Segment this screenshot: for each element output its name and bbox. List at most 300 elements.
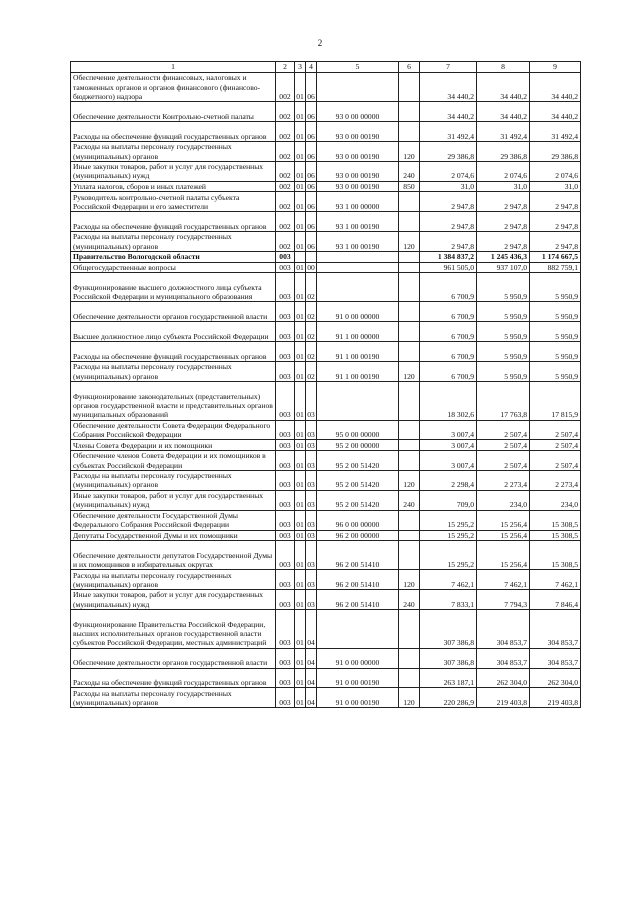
column-header: 6 bbox=[399, 62, 420, 73]
section-code-cell: 01 bbox=[295, 322, 306, 342]
amount-year3-cell: 219 403,8 bbox=[530, 688, 581, 708]
subsection-code-cell: 04 bbox=[306, 688, 317, 708]
header-row bbox=[71, 62, 581, 73]
expense-type-cell: 120 bbox=[399, 362, 420, 382]
amount-year1-cell: 18 302,6 bbox=[420, 381, 477, 420]
row-name-cell: Правительство Вологодской области bbox=[71, 252, 276, 263]
target-article-cell: 93 0 00 00190 bbox=[317, 142, 399, 162]
ministry-code-cell: 003 bbox=[276, 490, 295, 510]
table-row bbox=[71, 610, 581, 649]
table-row bbox=[71, 232, 581, 252]
amount-year3-cell: 2 507,4 bbox=[530, 450, 581, 470]
target-article-cell: 93 0 00 00190 bbox=[317, 181, 399, 192]
subsection-code-cell: 06 bbox=[306, 192, 317, 212]
row-name-cell: Руководитель контрольно-счетной палаты субъекта Российской Федерации и его заместители bbox=[71, 192, 276, 212]
ministry-code-cell: 003 bbox=[276, 510, 295, 530]
amount-year2-cell: 15 256,4 bbox=[477, 530, 530, 541]
table-row bbox=[71, 440, 581, 451]
section-code-cell: 01 bbox=[295, 232, 306, 252]
column-header: 4 bbox=[306, 62, 317, 73]
section-code-cell: 01 bbox=[295, 161, 306, 181]
subsection-code-cell: 03 bbox=[307, 440, 315, 450]
amount-year1-cell: 3 007,4 bbox=[420, 440, 477, 451]
target-article-cell: 95 2 00 51420 bbox=[317, 450, 399, 470]
target-article-cell: 91 0 00 00190 bbox=[317, 668, 399, 688]
amount-year3-cell: 2 507,4 bbox=[530, 440, 581, 451]
expense-type-cell bbox=[399, 450, 420, 470]
amount-year1-cell: 6 700,9 bbox=[420, 322, 477, 342]
ministry-code-cell: 003 bbox=[276, 440, 295, 451]
amount-year2-cell: 7 462,1 bbox=[477, 570, 530, 590]
amount-year3-cell: 2 947,8 bbox=[530, 232, 581, 252]
target-article-cell bbox=[317, 610, 399, 649]
table-row bbox=[71, 252, 581, 263]
amount-year1-cell: 31 492,4 bbox=[420, 122, 477, 142]
expense-type-cell bbox=[399, 668, 420, 688]
amount-year1-cell: 15 295,2 bbox=[420, 541, 477, 570]
amount-year2-cell: 2 947,8 bbox=[477, 212, 530, 232]
section-code-cell: 01 bbox=[295, 73, 306, 102]
amount-year3-cell: 34 440,2 bbox=[530, 102, 581, 122]
amount-year3-cell: 17 815,9 bbox=[530, 381, 581, 420]
expense-type-cell bbox=[399, 510, 420, 530]
subsection-code-cell: 06 bbox=[306, 73, 317, 102]
ministry-code-cell: 002 bbox=[276, 232, 295, 252]
expense-type-cell bbox=[399, 102, 420, 122]
target-article-cell bbox=[317, 262, 399, 273]
section-code-cell: 01 bbox=[295, 610, 306, 649]
ministry-code-cell: 002 bbox=[276, 181, 295, 192]
subsection-code-cell: 03 bbox=[306, 570, 317, 590]
target-article-cell: 96 2 00 51410 bbox=[317, 541, 399, 570]
amount-year2-cell: 5 950,9 bbox=[477, 302, 530, 322]
expense-type-cell bbox=[399, 302, 420, 322]
ministry-code-cell: 003 bbox=[276, 570, 295, 590]
expense-type-cell bbox=[399, 212, 420, 232]
amount-year1-cell: 307 386,8 bbox=[420, 610, 477, 649]
row-name-cell: Обеспечение деятельности Совета Федерации Федерального Собрания Российской Федерации bbox=[71, 420, 276, 440]
subsection-code-cell: 02 bbox=[306, 322, 317, 342]
ministry-code-cell: 003 bbox=[276, 273, 295, 302]
amount-year2-cell: 15 256,4 bbox=[477, 541, 530, 570]
subsection-code-cell: 06 bbox=[306, 212, 317, 232]
table-row bbox=[71, 322, 581, 342]
expense-type-cell bbox=[399, 610, 420, 649]
subsection-code-cell bbox=[306, 252, 317, 263]
table-row bbox=[71, 342, 581, 362]
table-row bbox=[71, 362, 581, 382]
amount-year3-cell: 304 853,7 bbox=[530, 610, 581, 649]
row-name-cell: Иные закупки товаров, работ и услуг для государственных (муниципальных) нужд bbox=[71, 161, 276, 181]
table-row bbox=[71, 122, 581, 142]
amount-year2-cell: 262 304,0 bbox=[477, 668, 530, 688]
row-name-cell: Функционирование Правительства Российской Федерации, высших исполнительных органов государственной власти субъектов Российской Федерации, местных администраций bbox=[71, 610, 276, 649]
target-article-cell: 93 0 00 00190 bbox=[317, 161, 399, 181]
amount-year3-cell: 7 462,1 bbox=[530, 570, 581, 590]
table-row bbox=[71, 590, 581, 610]
target-article-cell: 95 2 00 00000 bbox=[317, 440, 399, 451]
table-row bbox=[71, 102, 581, 122]
amount-year1-cell: 6 700,9 bbox=[420, 273, 477, 302]
table-body bbox=[71, 73, 581, 708]
ministry-code-cell: 003 bbox=[276, 362, 295, 382]
row-name-cell: Расходы на выплаты персоналу государственных (муниципальных) органов bbox=[71, 362, 276, 382]
expense-type-cell: 120 bbox=[399, 688, 420, 708]
amount-year3-cell: 5 950,9 bbox=[530, 362, 581, 382]
subsection-code-cell: 06 bbox=[306, 232, 317, 252]
amount-year2-cell: 5 950,9 bbox=[477, 273, 530, 302]
subsection-code-cell: 03 bbox=[306, 450, 317, 470]
ministry-code-cell: 003 bbox=[276, 610, 295, 649]
subsection-code-cell: 03 bbox=[306, 490, 317, 510]
row-name-cell: Расходы на обеспечение функций государственных органов bbox=[71, 122, 276, 142]
section-code-cell: 01 bbox=[295, 362, 306, 382]
subsection-code-cell: 06 bbox=[306, 122, 317, 142]
amount-year2-cell: 304 853,7 bbox=[477, 648, 530, 668]
expense-type-cell bbox=[399, 262, 420, 273]
amount-year3-cell: 15 308,5 bbox=[530, 510, 581, 530]
amount-year3-cell: 5 950,9 bbox=[530, 322, 581, 342]
ministry-code-cell: 003 bbox=[276, 590, 295, 610]
amount-year1-cell: 7 462,1 bbox=[420, 570, 477, 590]
ministry-code-cell: 003 bbox=[276, 322, 295, 342]
target-article-cell bbox=[317, 252, 399, 263]
table-row bbox=[71, 302, 581, 322]
ministry-code-cell: 003 bbox=[276, 302, 295, 322]
target-article-cell: 91 1 00 00190 bbox=[317, 342, 399, 362]
section-code-cell: 01 bbox=[295, 142, 306, 162]
expense-type-cell: 120 bbox=[399, 470, 420, 490]
table-row bbox=[71, 142, 581, 162]
section-code-cell: 01 bbox=[296, 440, 304, 450]
section-code-cell: 01 bbox=[295, 541, 306, 570]
amount-year2-cell: 17 763,8 bbox=[477, 381, 530, 420]
amount-year3-cell: 2 947,8 bbox=[530, 192, 581, 212]
ministry-code-cell: 003 bbox=[276, 668, 295, 688]
table-row bbox=[71, 273, 581, 302]
expense-type-cell bbox=[399, 420, 420, 440]
expense-type-cell bbox=[399, 530, 420, 541]
subsection-code-cell: 00 bbox=[307, 262, 315, 272]
row-name-cell: Обеспечение деятельности Государственной Думы Федерального Собрания Российской Федерации bbox=[71, 510, 276, 530]
row-name-cell: Уплата налогов, сборов и иных платежей bbox=[71, 181, 276, 192]
ministry-code-cell: 003 bbox=[276, 381, 295, 420]
section-code-cell: 01 bbox=[295, 212, 306, 232]
subsection-code-cell: 04 bbox=[306, 648, 317, 668]
amount-year1-cell: 3 007,4 bbox=[420, 450, 477, 470]
target-article-cell: 96 2 00 51410 bbox=[317, 570, 399, 590]
amount-year1-cell: 6 700,9 bbox=[420, 342, 477, 362]
target-article-cell: 91 0 00 00190 bbox=[317, 688, 399, 708]
row-name-cell: Расходы на обеспечение функций государственных органов bbox=[71, 342, 276, 362]
expense-type-cell: 850 bbox=[399, 181, 420, 192]
expense-type-cell: 240 bbox=[399, 161, 420, 181]
amount-year3-cell: 2 273,4 bbox=[530, 470, 581, 490]
amount-year3-cell: 15 308,5 bbox=[530, 530, 581, 541]
amount-year1-cell: 961 505,0 bbox=[420, 262, 477, 273]
row-name-cell: Расходы на выплаты персоналу государственных (муниципальных) органов bbox=[71, 232, 276, 252]
amount-year1-cell: 6 700,9 bbox=[420, 302, 477, 322]
target-article-cell: 91 1 00 00190 bbox=[317, 362, 399, 382]
target-article-cell: 93 0 00 00000 bbox=[317, 102, 399, 122]
target-article-cell bbox=[317, 273, 399, 302]
ministry-code-cell: 002 bbox=[276, 122, 295, 142]
ministry-code-cell: 003 bbox=[276, 420, 295, 440]
page-number: 2 bbox=[317, 38, 323, 48]
target-article-cell: 95 2 00 51420 bbox=[317, 470, 399, 490]
amount-year3-cell: 5 950,9 bbox=[530, 302, 581, 322]
ministry-code-cell: 002 bbox=[276, 192, 295, 212]
amount-year2-cell: 5 950,9 bbox=[477, 342, 530, 362]
target-article-cell: 95 0 00 00000 bbox=[317, 420, 399, 440]
row-name-cell: Функционирование высшего должностного лица субъекта Российской Федерации и муниципального образования bbox=[71, 273, 276, 302]
row-name-cell: Обеспечение членов Совета Федерации и их помощников в субъектах Российской Федерации bbox=[71, 450, 276, 470]
amount-year1-cell: 2 947,8 bbox=[420, 212, 477, 232]
amount-year1-cell: 2 947,8 bbox=[420, 232, 477, 252]
amount-year1-cell: 34 440,2 bbox=[420, 102, 477, 122]
amount-year3-cell: 31 492,4 bbox=[530, 122, 581, 142]
subsection-code-cell: 03 bbox=[306, 381, 317, 420]
amount-year3-cell: 1 174 667,5 bbox=[530, 252, 581, 263]
expense-type-cell: 240 bbox=[399, 590, 420, 610]
amount-year2-cell: 2 947,8 bbox=[477, 192, 530, 212]
target-article-cell: 93 1 00 00190 bbox=[317, 232, 399, 252]
ministry-code-cell: 003 bbox=[276, 450, 295, 470]
amount-year1-cell: 709,0 bbox=[420, 490, 477, 510]
ministry-code-cell: 002 bbox=[276, 73, 295, 102]
amount-year2-cell: 7 794,3 bbox=[477, 590, 530, 610]
section-code-cell: 01 bbox=[296, 182, 304, 192]
column-header: 7 bbox=[420, 62, 477, 73]
subsection-code-cell: 06 bbox=[307, 182, 315, 192]
amount-year1-cell: 6 700,9 bbox=[420, 362, 477, 382]
target-article-cell: 93 1 00 00000 bbox=[317, 192, 399, 212]
subsection-code-cell: 03 bbox=[306, 590, 317, 610]
amount-year2-cell: 1 245 436,3 bbox=[477, 252, 530, 263]
subsection-code-cell: 03 bbox=[306, 420, 317, 440]
amount-year3-cell: 234,0 bbox=[530, 490, 581, 510]
section-code-cell: 01 bbox=[295, 102, 306, 122]
amount-year1-cell: 34 440,2 bbox=[420, 73, 477, 102]
section-code-cell bbox=[295, 252, 306, 263]
target-article-cell bbox=[317, 381, 399, 420]
section-code-cell: 01 bbox=[295, 192, 306, 212]
table-row bbox=[71, 668, 581, 688]
section-code-cell: 01 bbox=[295, 342, 306, 362]
amount-year1-cell: 2 298,4 bbox=[420, 470, 477, 490]
amount-year1-cell: 15 295,2 bbox=[420, 510, 477, 530]
amount-year3-cell: 7 846,4 bbox=[530, 590, 581, 610]
section-code-cell: 01 bbox=[295, 668, 306, 688]
table-row bbox=[71, 192, 581, 212]
amount-year2-cell: 5 950,9 bbox=[477, 322, 530, 342]
row-name-cell: Расходы на выплаты персоналу государственных (муниципальных) органов bbox=[71, 470, 276, 490]
ministry-code-cell: 003 bbox=[276, 530, 295, 541]
table-row bbox=[71, 381, 581, 420]
expense-type-cell: 120 bbox=[399, 570, 420, 590]
amount-year2-cell: 2 273,4 bbox=[477, 470, 530, 490]
section-code-cell: 01 bbox=[295, 450, 306, 470]
amount-year2-cell: 2 507,4 bbox=[477, 440, 530, 451]
row-name-cell: Иные закупки товаров, работ и услуг для государственных (муниципальных) нужд bbox=[71, 490, 276, 510]
expense-type-cell bbox=[399, 122, 420, 142]
section-code-cell: 01 bbox=[295, 122, 306, 142]
row-name-cell: Обеспечение деятельности органов государственной власти bbox=[71, 302, 276, 322]
ministry-code-cell: 002 bbox=[276, 142, 295, 162]
section-code-cell: 01 bbox=[296, 262, 304, 272]
amount-year2-cell: 31 492,4 bbox=[477, 122, 530, 142]
amount-year2-cell: 31,0 bbox=[477, 181, 530, 192]
expense-type-cell bbox=[399, 252, 420, 263]
amount-year3-cell: 31,0 bbox=[530, 181, 581, 192]
row-name-cell: Высшее должностное лицо субъекта Российской Федерации bbox=[71, 322, 276, 342]
row-name-cell: Общегосударственные вопросы bbox=[71, 262, 276, 273]
row-name-cell: Расходы на выплаты персоналу государственных (муниципальных) органов bbox=[71, 142, 276, 162]
ministry-code-cell: 002 bbox=[276, 102, 295, 122]
amount-year3-cell: 2 074,6 bbox=[530, 161, 581, 181]
ministry-code-cell: 003 bbox=[276, 252, 295, 263]
amount-year1-cell: 263 187,1 bbox=[420, 668, 477, 688]
subsection-code-cell: 04 bbox=[306, 668, 317, 688]
ministry-code-cell: 003 bbox=[276, 262, 295, 273]
table-row bbox=[71, 161, 581, 181]
ministry-code-cell: 003 bbox=[276, 648, 295, 668]
table-row bbox=[71, 490, 581, 510]
amount-year2-cell: 937 107,0 bbox=[477, 262, 530, 273]
ministry-code-cell: 003 bbox=[276, 342, 295, 362]
target-article-cell: 96 0 00 00000 bbox=[317, 510, 399, 530]
expense-type-cell: 240 bbox=[399, 490, 420, 510]
budget-table bbox=[70, 61, 581, 708]
table-row bbox=[71, 688, 581, 708]
amount-year1-cell: 3 007,4 bbox=[420, 420, 477, 440]
row-name-cell: Обеспечение деятельности органов государственной власти bbox=[71, 648, 276, 668]
row-name-cell: Расходы на выплаты персоналу государственных (муниципальных) органов bbox=[71, 570, 276, 590]
amount-year3-cell: 5 950,9 bbox=[530, 342, 581, 362]
amount-year2-cell: 2 074,6 bbox=[477, 161, 530, 181]
amount-year1-cell: 307 386,8 bbox=[420, 648, 477, 668]
row-name-cell: Члены Совета Федерации и их помощники bbox=[71, 440, 276, 451]
amount-year3-cell: 882 759,1 bbox=[530, 262, 581, 273]
subsection-code-cell: 03 bbox=[306, 510, 317, 530]
table-row bbox=[71, 470, 581, 490]
row-name-cell: Функционирование законодательных (представительных) органов государственной власти и представительных органов муниципальных образований bbox=[71, 381, 276, 420]
ministry-code-cell: 002 bbox=[276, 212, 295, 232]
subsection-code-cell: 04 bbox=[306, 610, 317, 649]
column-header: 9 bbox=[530, 62, 581, 73]
amount-year2-cell: 304 853,7 bbox=[477, 610, 530, 649]
ministry-code-cell: 003 bbox=[276, 688, 295, 708]
row-name-cell: Расходы на обеспечение функций государственных органов bbox=[71, 668, 276, 688]
table-row bbox=[71, 212, 581, 232]
amount-year1-cell: 220 286,9 bbox=[420, 688, 477, 708]
amount-year3-cell: 2 947,8 bbox=[530, 212, 581, 232]
table-row bbox=[71, 570, 581, 590]
table-row bbox=[71, 530, 581, 541]
amount-year3-cell: 304 853,7 bbox=[530, 648, 581, 668]
amount-year2-cell: 219 403,8 bbox=[477, 688, 530, 708]
column-header: 5 bbox=[317, 62, 399, 73]
section-code-cell: 01 bbox=[295, 302, 306, 322]
amount-year1-cell: 2 074,6 bbox=[420, 161, 477, 181]
subsection-code-cell: 03 bbox=[307, 530, 315, 540]
section-code-cell: 01 bbox=[295, 470, 306, 490]
expense-type-cell bbox=[399, 381, 420, 420]
expense-type-cell bbox=[399, 322, 420, 342]
expense-type-cell bbox=[399, 73, 420, 102]
target-article-cell: 93 1 00 00190 bbox=[317, 212, 399, 232]
amount-year1-cell: 7 833,1 bbox=[420, 590, 477, 610]
section-code-cell: 01 bbox=[295, 590, 306, 610]
expense-type-cell bbox=[399, 541, 420, 570]
subsection-code-cell: 03 bbox=[306, 470, 317, 490]
row-name-cell: Расходы на выплаты персоналу государственных (муниципальных) органов bbox=[71, 688, 276, 708]
target-article-cell bbox=[317, 73, 399, 102]
subsection-code-cell: 06 bbox=[306, 102, 317, 122]
target-article-cell: 91 1 00 00000 bbox=[317, 322, 399, 342]
subsection-code-cell: 06 bbox=[306, 142, 317, 162]
table-row bbox=[71, 181, 581, 192]
ministry-code-cell: 003 bbox=[276, 470, 295, 490]
expense-type-cell bbox=[399, 648, 420, 668]
target-article-cell: 91 0 00 00000 bbox=[317, 302, 399, 322]
column-header: 8 bbox=[477, 62, 530, 73]
table-row bbox=[71, 541, 581, 570]
table-row bbox=[71, 73, 581, 102]
expense-type-cell: 120 bbox=[399, 232, 420, 252]
expense-type-cell bbox=[399, 342, 420, 362]
section-code-cell: 01 bbox=[295, 381, 306, 420]
expense-type-cell: 120 bbox=[399, 142, 420, 162]
row-name-cell: Обеспечение деятельности Контрольно-счетной палаты bbox=[71, 102, 276, 122]
amount-year2-cell: 234,0 bbox=[477, 490, 530, 510]
section-code-cell: 01 bbox=[296, 530, 304, 540]
section-code-cell: 01 bbox=[295, 273, 306, 302]
table-row bbox=[71, 510, 581, 530]
subsection-code-cell: 02 bbox=[306, 342, 317, 362]
amount-year1-cell: 15 295,2 bbox=[420, 530, 477, 541]
table-row bbox=[71, 450, 581, 470]
row-name-cell: Иные закупки товаров, работ и услуг для государственных (муниципальных) нужд bbox=[71, 590, 276, 610]
amount-year2-cell: 15 256,4 bbox=[477, 510, 530, 530]
section-code-cell: 01 bbox=[295, 688, 306, 708]
ministry-code-cell: 002 bbox=[276, 161, 295, 181]
target-article-cell: 96 2 00 00000 bbox=[317, 530, 399, 541]
amount-year2-cell: 2 507,4 bbox=[477, 420, 530, 440]
amount-year2-cell: 5 950,9 bbox=[477, 362, 530, 382]
row-name-cell: Депутаты Государственной Думы и их помощники bbox=[71, 530, 276, 541]
table-row bbox=[71, 420, 581, 440]
amount-year2-cell: 2 507,4 bbox=[477, 450, 530, 470]
row-name-cell: Обеспечение деятельности финансовых, налоговых и таможенных органов и органов финансового (финансово-бюджетного) надзора bbox=[71, 73, 276, 102]
target-article-cell: 95 2 00 51420 bbox=[317, 490, 399, 510]
amount-year3-cell: 262 304,0 bbox=[530, 668, 581, 688]
amount-year1-cell: 29 386,8 bbox=[420, 142, 477, 162]
subsection-code-cell: 03 bbox=[306, 541, 317, 570]
amount-year1-cell: 31,0 bbox=[420, 181, 477, 192]
section-code-cell: 01 bbox=[295, 420, 306, 440]
amount-year3-cell: 15 308,5 bbox=[530, 541, 581, 570]
amount-year3-cell: 34 440,2 bbox=[530, 73, 581, 102]
subsection-code-cell: 02 bbox=[306, 273, 317, 302]
table-row bbox=[71, 262, 581, 273]
amount-year2-cell: 29 386,8 bbox=[477, 142, 530, 162]
target-article-cell: 96 2 00 51410 bbox=[317, 590, 399, 610]
target-article-cell: 91 0 00 00000 bbox=[317, 648, 399, 668]
subsection-code-cell: 02 bbox=[306, 302, 317, 322]
section-code-cell: 01 bbox=[295, 570, 306, 590]
row-name-cell: Расходы на обеспечение функций государственных органов bbox=[71, 212, 276, 232]
